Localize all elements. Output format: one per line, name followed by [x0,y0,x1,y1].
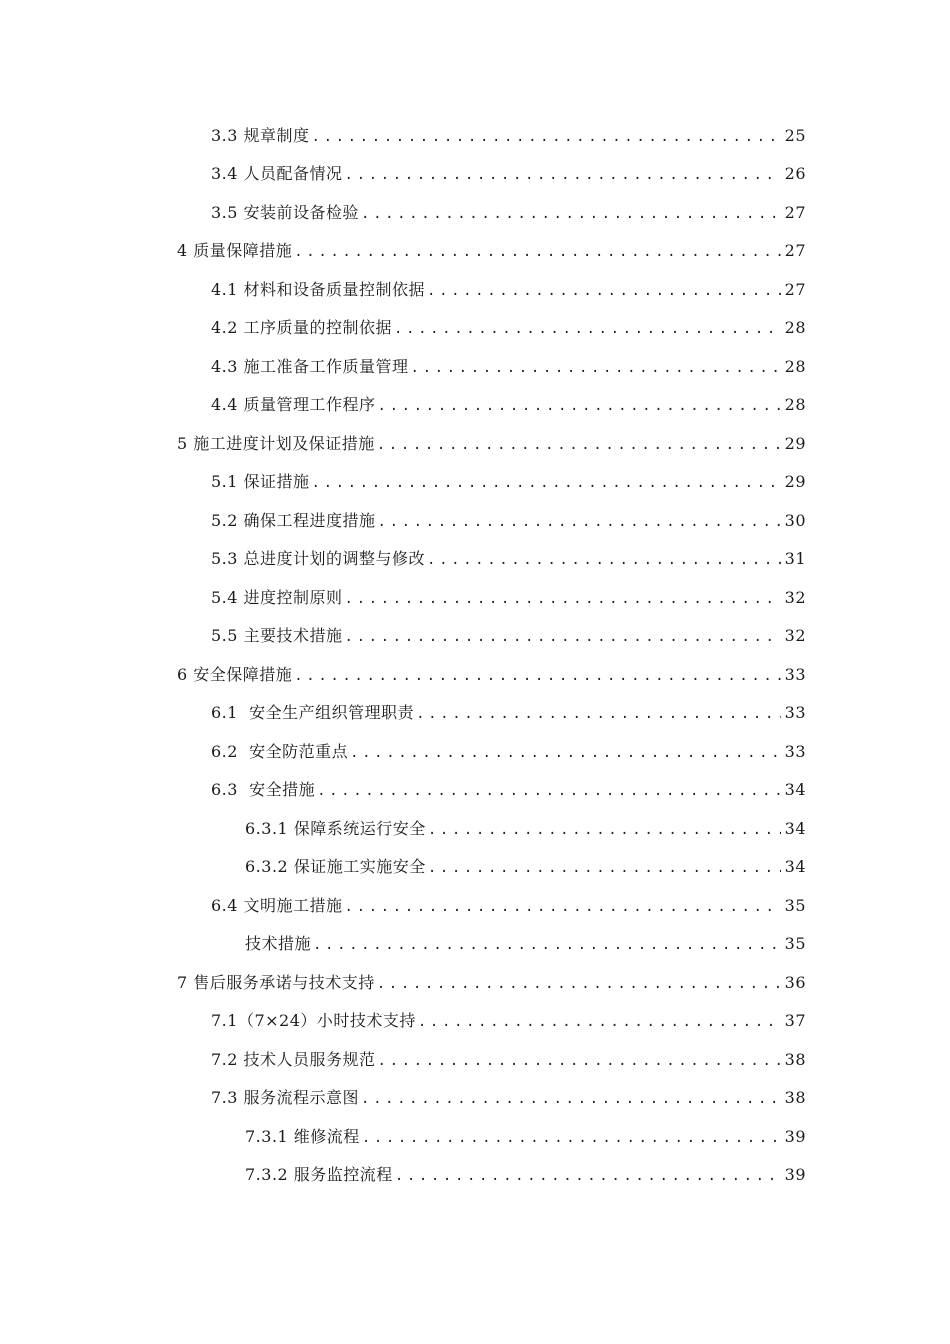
toc-entry[interactable] [0,194,950,233]
toc-entry-page-number: 29 [784,472,806,492]
toc-entry-line [177,241,806,262]
toc-entry-page-number: 39 [784,1165,806,1185]
toc-entry-line [245,819,806,840]
toc-entry[interactable] [0,733,950,772]
toc-dot-leader [294,242,780,262]
toc-entry-page-number: 32 [784,626,806,646]
toc-entry-line [211,318,806,339]
toc-entry-title: 6.4 文明施工措施 [211,895,343,915]
toc-entry-line [211,357,806,378]
toc-entry-line [211,395,806,416]
toc-entry-title: 6.3 安全措施 [211,780,316,800]
toc-dot-leader [394,319,781,339]
toc-entry[interactable] [0,695,950,734]
toc-entry-page-number: 27 [784,241,806,261]
toc-dot-leader [411,358,781,378]
toc-entry[interactable] [0,310,950,349]
table-of-contents [0,117,950,1195]
toc-entry[interactable] [0,810,950,849]
toc-dot-leader [378,1051,781,1071]
toc-entry-page-number: 33 [784,703,806,723]
toc-entry[interactable] [0,887,950,926]
toc-entry[interactable] [0,464,950,503]
toc-entry-title: 5.1 保证措施 [211,472,310,492]
toc-entry-page-number: 27 [784,279,806,299]
toc-entry-page-number: 32 [784,587,806,607]
toc-entry-line [211,626,806,647]
toc-entry-title: 6.3.2 保证施工实施安全 [245,857,426,877]
toc-dot-leader [395,1166,781,1186]
toc-dot-leader [416,704,781,724]
toc-dot-leader [378,396,781,416]
toc-entry-page-number: 29 [784,433,806,453]
toc-entry-page-number: 34 [784,857,806,877]
toc-entry-page-number: 37 [784,1011,806,1031]
toc-dot-leader [312,127,781,147]
toc-entry-line [211,472,806,493]
toc-entry-title: 技术措施 [245,934,312,954]
toc-dot-leader [377,974,781,994]
toc-entry-page-number: 34 [784,780,806,800]
toc-entry-title: 5.4 进度控制原则 [211,587,343,607]
toc-entry-title: 4.3 施工准备工作质量管理 [211,356,409,376]
toc-entry[interactable] [0,926,950,965]
toc-dot-leader [418,1012,781,1032]
toc-entry-line [211,549,806,570]
toc-entry-title: 5.2 确保工程进度措施 [211,510,376,530]
toc-entry-line [211,588,806,609]
toc-entry[interactable] [0,233,950,272]
toc-entry-title: 3.3 规章制度 [211,125,310,145]
toc-entry-page-number: 39 [784,1126,806,1146]
toc-entry-line [211,511,806,532]
toc-dot-leader [361,1089,781,1109]
toc-entry-title: 3.4 人员配备情况 [211,164,343,184]
toc-entry-page-number: 38 [784,1049,806,1069]
toc-dot-leader [361,204,781,224]
toc-entry-line [211,1050,806,1071]
toc-entry[interactable] [0,772,950,811]
toc-entry-line [211,280,806,301]
toc-entry-page-number: 30 [784,510,806,530]
toc-entry[interactable] [0,656,950,695]
toc-dot-leader [427,550,781,570]
toc-entry-page-number: 31 [784,549,806,569]
toc-entry-page-number: 28 [784,395,806,415]
toc-entry-title: 6 安全保障措施 [177,664,293,684]
toc-dot-leader [345,589,781,609]
toc-dot-leader [378,512,781,532]
toc-entry-page-number: 26 [784,164,806,184]
toc-entry-page-number: 28 [784,356,806,376]
toc-dot-leader [428,858,781,878]
toc-entry-line [211,896,806,917]
toc-entry-title: 7.3 服务流程示意图 [211,1088,360,1108]
toc-entry-page-number: 35 [784,895,806,915]
toc-entry-page-number: 33 [784,741,806,761]
toc-dot-leader [312,473,781,493]
toc-entry-page-number: 35 [784,934,806,954]
toc-entry-page-number: 25 [784,125,806,145]
toc-entry[interactable] [0,1041,950,1080]
toc-entry-line [211,1088,806,1109]
toc-entry[interactable] [0,156,950,195]
toc-entry-title: 4 质量保障措施 [177,241,293,261]
toc-entry[interactable] [0,425,950,464]
toc-entry-title: 6.1 安全生产组织管理职责 [211,703,415,723]
toc-entry-line [177,973,806,994]
toc-entry[interactable] [0,849,950,888]
toc-entry[interactable] [0,387,950,426]
toc-entry-title: 5 施工进度计划及保证措施 [177,433,375,453]
toc-entry[interactable] [0,1118,950,1157]
toc-entry-line [177,665,806,686]
toc-entry[interactable] [0,579,950,618]
toc-entry-title: 4.2 工序质量的控制依据 [211,318,393,338]
toc-dot-leader [362,1128,781,1148]
toc-dot-leader [294,666,780,686]
toc-dot-leader [350,743,781,763]
toc-entry[interactable] [0,117,950,156]
toc-entry-page-number: 38 [784,1088,806,1108]
toc-dot-leader [345,627,781,647]
toc-dot-leader [313,935,781,955]
toc-entry-line [245,1127,806,1148]
toc-entry-line [211,703,806,724]
toc-dot-leader [317,781,781,801]
toc-entry-title: 7.2 技术人员服务规范 [211,1049,376,1069]
toc-entry-line [177,434,806,455]
toc-entry-title: 6.2 安全防范重点 [211,741,349,761]
toc-entry-page-number: 33 [784,664,806,684]
toc-entry-page-number: 34 [784,818,806,838]
toc-entry-title: 5.3 总进度计划的调整与修改 [211,549,426,569]
toc-entry-title: 7.1（7×24）小时技术支持 [211,1011,416,1031]
toc-entry-title: 3.5 安装前设备检验 [211,202,360,222]
toc-entry-title: 4.4 质量管理工作程序 [211,395,376,415]
toc-entry-title: 7.3.2 服务监控流程 [245,1165,393,1185]
toc-entry[interactable] [0,271,950,310]
toc-entry-line [245,1165,806,1186]
toc-dot-leader [428,820,781,840]
toc-entry[interactable] [0,964,950,1003]
toc-entry-line [211,1011,806,1032]
toc-entry[interactable] [0,1003,950,1042]
toc-entry-line [211,126,806,147]
toc-entry-title: 4.1 材料和设备质量控制依据 [211,279,426,299]
toc-entry[interactable] [0,1080,950,1119]
toc-entry-title: 7 售后服务承诺与技术支持 [177,972,375,992]
toc-dot-leader [345,165,781,185]
toc-entry-line [211,164,806,185]
toc-entry-page-number: 36 [784,972,806,992]
toc-entry-page-number: 28 [784,318,806,338]
toc-dot-leader [377,435,781,455]
toc-entry-line [245,857,806,878]
toc-entry-title: 5.5 主要技术措施 [211,626,343,646]
toc-entry-line [211,742,806,763]
toc-entry[interactable] [0,618,950,657]
toc-dot-leader [345,897,781,917]
toc-entry[interactable] [0,348,950,387]
toc-entry-line [211,203,806,224]
toc-entry-line [211,780,806,801]
toc-entry-title: 6.3.1 保障系统运行安全 [245,818,426,838]
toc-dot-leader [427,281,781,301]
toc-entry[interactable] [0,541,950,580]
toc-entry-title: 7.3.1 维修流程 [245,1126,360,1146]
toc-entry-line [245,934,806,955]
toc-entry-page-number: 27 [784,202,806,222]
toc-entry[interactable] [0,502,950,541]
toc-entry[interactable] [0,1157,950,1196]
